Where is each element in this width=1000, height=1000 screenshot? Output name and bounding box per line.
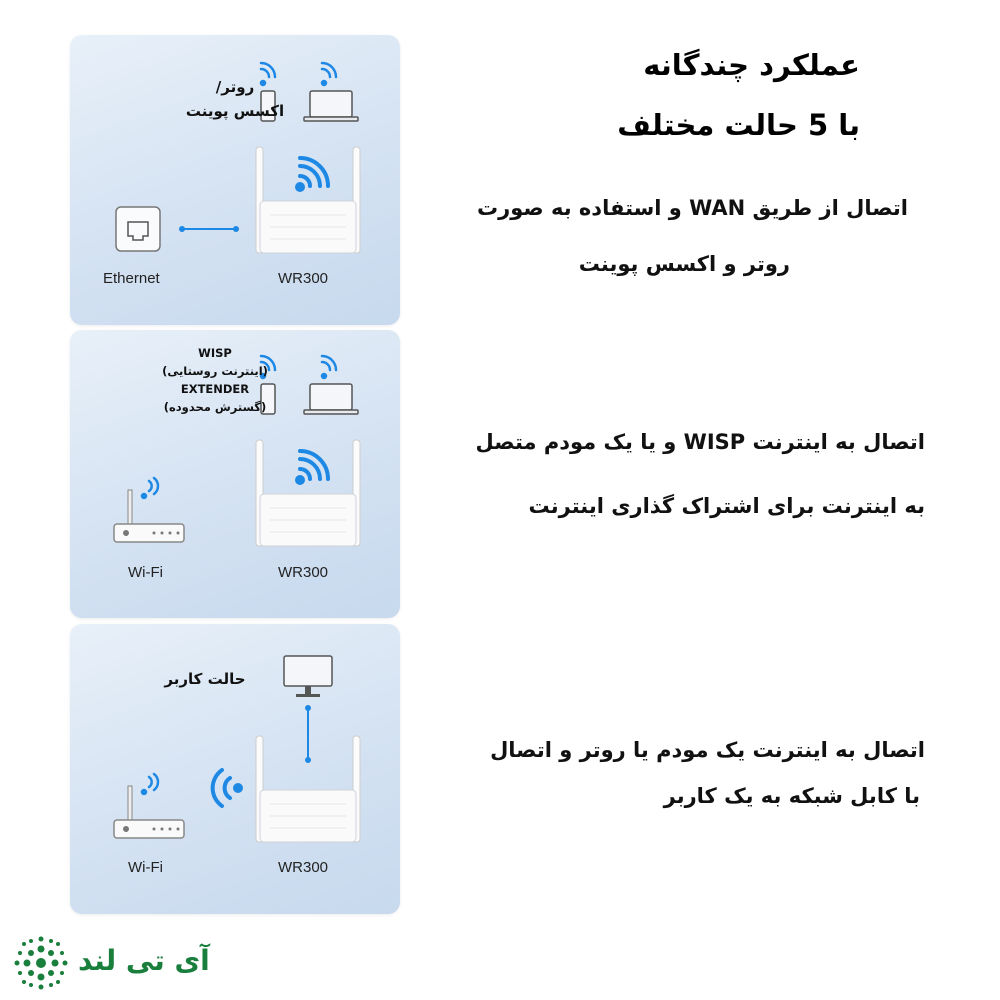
wifi-icon (322, 356, 336, 378)
page-heading-line1: عملکرد چندگانه (643, 48, 860, 82)
router-icon (256, 440, 360, 546)
wifi-icon (297, 451, 328, 483)
device-label: WR300 (278, 564, 329, 581)
laptop-icon (304, 91, 358, 121)
mode-title-line: روتر/ (215, 78, 255, 96)
brand-logo-icon (12, 934, 70, 992)
wifi-icon (213, 770, 241, 806)
mode-card-router (70, 35, 400, 325)
page-heading-line2: با 5 حالت مختلف (617, 108, 860, 142)
mode-description-line: روتر و اکسس پوینت (578, 252, 790, 276)
mode-title-line: (اینترنت روستایی) (162, 364, 268, 378)
mode-description-line: اتصال به اینترنت WISP و یا یک مودم متصل (475, 430, 925, 454)
wifi-icon (297, 158, 328, 190)
wifi-icon (142, 774, 158, 794)
mode-title-line: (گسترش محدوده) (163, 400, 267, 414)
mode-title (130, 670, 280, 688)
mode-title-line: WISP (198, 346, 232, 360)
mode-description-line: به اینترنت برای اشتراک گذاری اینترنت (528, 494, 925, 518)
device-label: WR300 (278, 859, 329, 876)
mode-description-line: اتصال به اینترنت یک مودم یا روتر و اتصال (490, 738, 925, 762)
mode-description-line: اتصال از طریق WAN و استفاده به صورت (477, 196, 908, 220)
mode-title-line: EXTENDER (180, 382, 250, 396)
wifi-icon (322, 63, 336, 85)
mode-title (140, 344, 290, 416)
monitor-icon (284, 656, 332, 697)
mode-card-wisp (70, 330, 400, 618)
brand-name: آی تی لند (78, 944, 210, 977)
router-icon (114, 786, 184, 838)
router-icon (256, 147, 360, 253)
mode-title-line: اکسس پوینت (185, 102, 285, 120)
mode-description-line: با کابل شبکه به یک کاربر (663, 784, 920, 808)
router-icon (114, 490, 184, 542)
laptop-icon (304, 384, 358, 414)
device-label: WR300 (278, 270, 329, 287)
source-label: Wi-Fi (128, 859, 163, 876)
mode-title (160, 75, 310, 123)
ethernet-port-icon (116, 207, 160, 251)
mode-title-line: حالت کاربر (164, 670, 246, 688)
source-label: Ethernet (103, 270, 160, 287)
mode-illustration (70, 624, 400, 914)
wifi-icon (142, 478, 158, 498)
mode-card-client (70, 624, 400, 914)
source-label: Wi-Fi (128, 564, 163, 581)
